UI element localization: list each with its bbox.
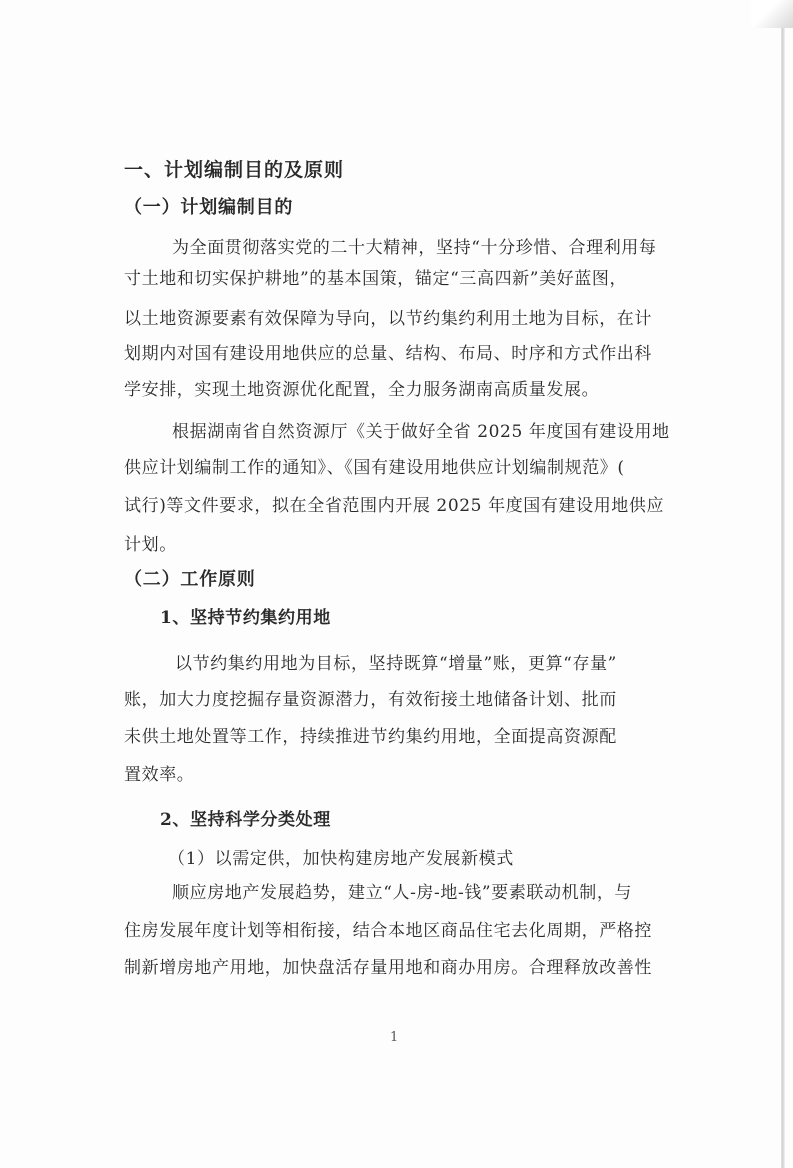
paragraph-line: 计划。 [124, 535, 177, 555]
paragraph-line: 以土地资源要素有效保障为导向，以节约集约利用土地为目标，在计 [124, 309, 652, 329]
scan-corner [751, 0, 793, 28]
paragraph-line: 为全面贯彻落实党的二十大精神，坚持“十分珍惜、合理利用每 [172, 238, 657, 258]
paragraph-line: 供应计划编制工作的通知》、《国有建设用地供应计划编制规范》( [124, 458, 625, 478]
paragraph-line: 未供土地处置等工作，持续推进节约集约用地，全面提高资源配 [124, 727, 617, 747]
heading-1-2: （二）工作原则 [124, 569, 256, 590]
list-item: （1）以需定供，加快构建房地产发展新模式 [168, 849, 514, 869]
subheading-2: 2、坚持科学分类处理 [160, 810, 331, 830]
subheading-1: 1、坚持节约集约用地 [160, 608, 331, 628]
paragraph-line: 试行)等文件要求，拟在全省范围内开展 2025 年度国有建设用地供应 [124, 496, 665, 516]
paragraph-line: 顺应房地产发展趋势，建立“人-房-地-钱”要素联动机制，与 [172, 883, 633, 903]
heading-1-1: （一）计划编制目的 [124, 197, 294, 218]
paragraph-line: 学安排，实现土地资源优化配置，全力服务湖南高质量发展。 [124, 380, 600, 400]
paragraph-line: 账，加大力度挖掘存量资源潜力，有效衔接土地储备计划、批而 [124, 690, 617, 710]
paragraph-line: 根据湖南省自然资源厅《关于做好全省 2025 年度国有建设用地 [172, 422, 670, 442]
paragraph-line: 划期内对国有建设用地供应的总量、结构、布局、时序和方式作出科 [124, 344, 652, 364]
paragraph-line: 以节约集约用地为目标，坚持既算“增量”账，更算“存量” [175, 654, 617, 674]
paragraph-line: 置效率。 [124, 765, 195, 785]
page-number: 1 [390, 1030, 399, 1045]
scan-edge [781, 0, 785, 1168]
paragraph-line: 寸土地和切实保护耕地”的基本国策，锚定“三高四新”美好蓝图， [124, 269, 628, 289]
paragraph-line: 住房发展年度计划等相衔接，结合本地区商品住宅去化周期，严格控 [124, 921, 652, 941]
heading-1: 一、计划编制目的及原则 [124, 159, 345, 181]
paragraph-line: 制新增房地产用地，加快盘活存量用地和商办用房。合理释放改善性 [124, 958, 652, 978]
